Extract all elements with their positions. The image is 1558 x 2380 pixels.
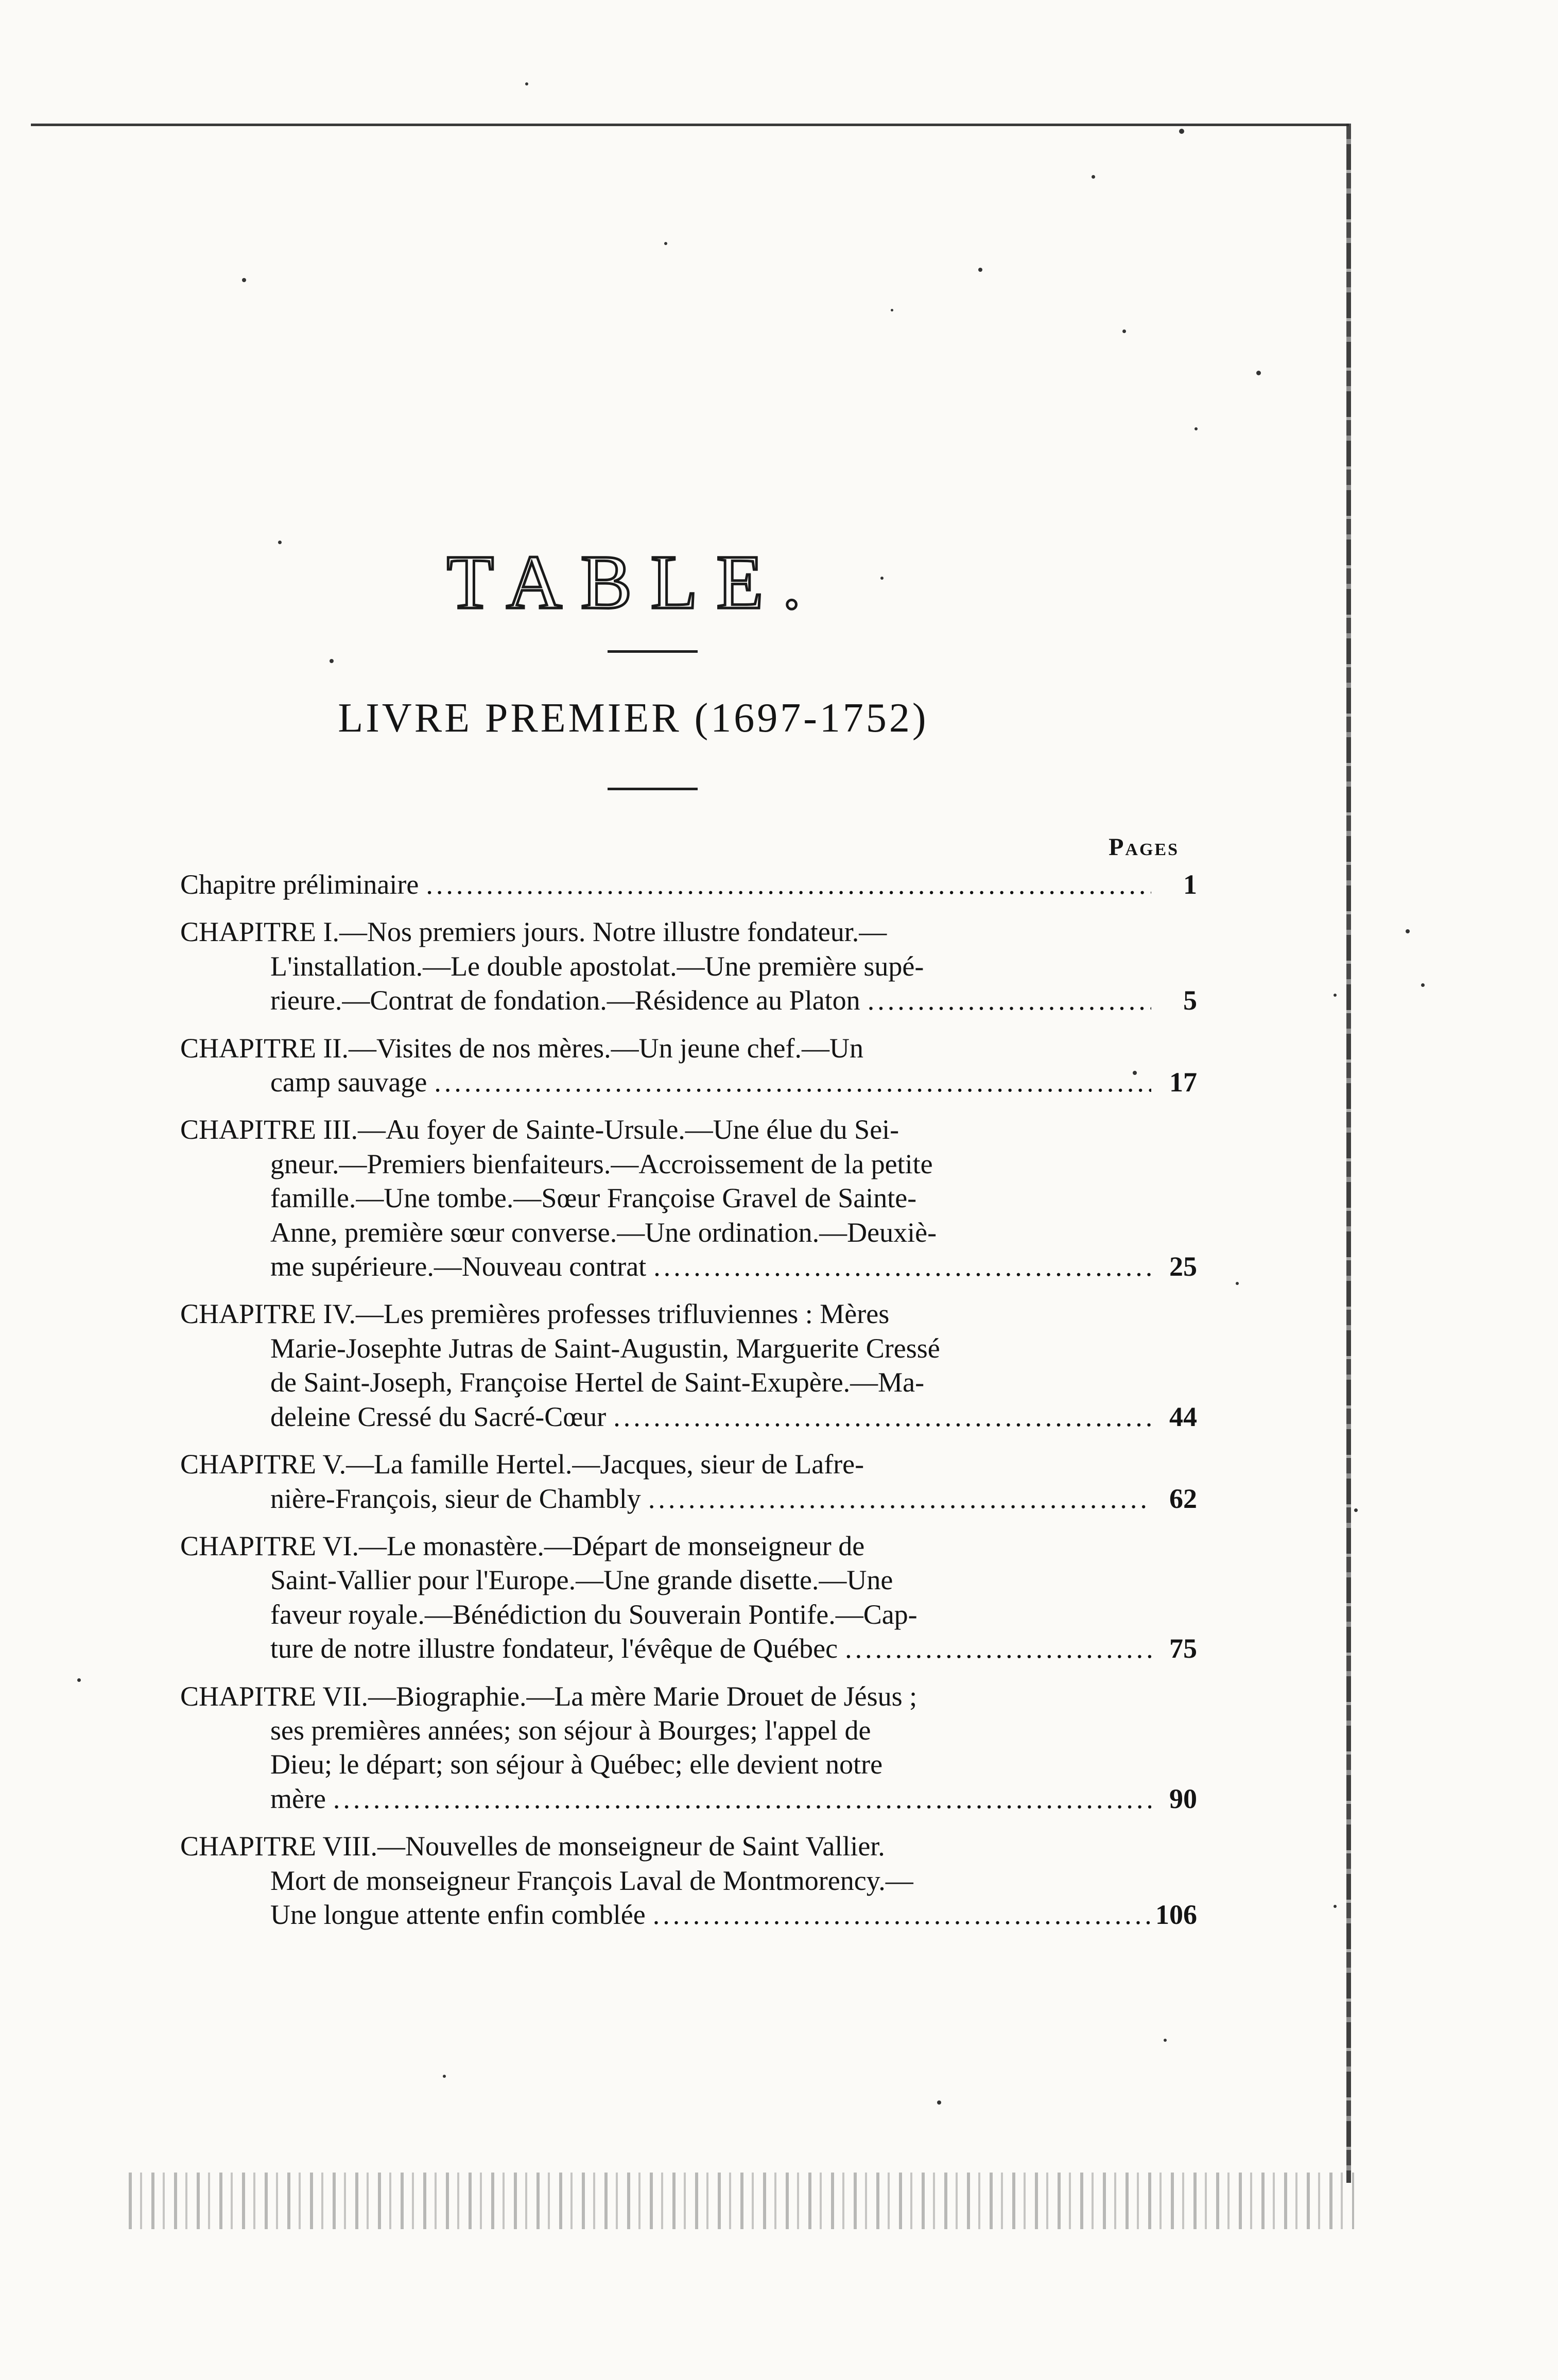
dot-leader bbox=[845, 1631, 1151, 1665]
paper-speck bbox=[443, 2075, 446, 2078]
toc-entry-text: Une longue attente enfin comblée bbox=[270, 1899, 646, 1930]
toc-entry-line bbox=[180, 1249, 1158, 1283]
paper-speck bbox=[978, 268, 982, 272]
toc-entry-line: Mort de monseigneur François Laval de Montmorency.— bbox=[270, 1865, 913, 1896]
toc-entry-line bbox=[180, 1400, 1158, 1434]
toc-page-number: 1 bbox=[1183, 869, 1197, 900]
paper-speck bbox=[1122, 329, 1126, 333]
dot-leader bbox=[333, 1782, 1151, 1816]
paper-speck bbox=[1421, 983, 1425, 987]
dot-leader bbox=[653, 1249, 1151, 1283]
dot-leader bbox=[648, 1482, 1151, 1516]
toc-entry-text: me supérieure.—Nouveau contrat bbox=[270, 1251, 647, 1282]
page-bottom-smudge bbox=[129, 2173, 1354, 2229]
page-edge-shadow bbox=[1346, 124, 1351, 2183]
dot-leader bbox=[613, 1400, 1151, 1434]
toc-entry-line: CHAPITRE IV.—Les premières professes trifluviennes : Mères bbox=[180, 1298, 890, 1330]
paper-speck bbox=[77, 1678, 81, 1682]
toc-entry-text: ture de notre illustre fondateur, l'évêque de Québec bbox=[270, 1633, 838, 1664]
toc-entry-line: Dieu; le départ; son séjour à Québec; elle devient notre bbox=[270, 1749, 883, 1780]
paper-speck bbox=[1334, 1905, 1337, 1908]
toc-entry bbox=[180, 1113, 1197, 1283]
toc-entry-line: CHAPITRE V.—La famille Hertel.—Jacques, sieur de Lafre- bbox=[180, 1449, 864, 1480]
toc-entry-line bbox=[180, 1782, 1158, 1816]
paper-speck bbox=[891, 309, 893, 311]
toc-entry bbox=[180, 1031, 1197, 1100]
toc-entry-line: CHAPITRE VIII.—Nouvelles de monseigneur de Saint Vallier. bbox=[180, 1831, 885, 1862]
toc-entry-line: ses premières années; son séjour à Bourges; l'appel de bbox=[270, 1714, 871, 1746]
toc-entry-line: famille.—Une tombe.—Sœur Françoise Gravel de Sainte- bbox=[270, 1183, 917, 1214]
toc-page-number: 75 bbox=[1169, 1633, 1197, 1664]
paper-speck bbox=[1092, 175, 1095, 179]
toc-entry-line bbox=[180, 1898, 1158, 1932]
page-title: TABLE. bbox=[446, 540, 820, 625]
toc-entry bbox=[180, 1529, 1197, 1666]
toc-entry-text: rieure.—Contrat de fondation.—Résidence au Platon bbox=[270, 985, 860, 1016]
toc-entry-line bbox=[180, 1631, 1158, 1665]
paper-speck bbox=[1236, 1282, 1239, 1285]
toc-entry-line: faveur royale.—Bénédiction du Souverain Pontife.—Cap- bbox=[270, 1599, 918, 1630]
toc-entry bbox=[180, 867, 1197, 901]
table-of-contents bbox=[180, 867, 1197, 1945]
toc-entry-text: camp sauvage bbox=[270, 1067, 427, 1098]
paper-speck bbox=[880, 577, 884, 580]
toc-entry-line: CHAPITRE VI.—Le monastère.—Départ de monseigneur de bbox=[180, 1530, 865, 1561]
toc-page-number: 62 bbox=[1169, 1483, 1197, 1514]
page-top-rule bbox=[31, 124, 1349, 126]
divider-rule bbox=[608, 788, 698, 790]
toc-page-number: 5 bbox=[1183, 985, 1197, 1016]
toc-entry-line: Saint-Vallier pour l'Europe.—Une grande disette.—Une bbox=[270, 1565, 893, 1596]
toc-entry-text: Chapitre préliminaire bbox=[180, 869, 419, 900]
toc-entry-line bbox=[180, 1065, 1158, 1099]
toc-entry-line: CHAPITRE I.—Nos premiers jours. Notre illustre fondateur.— bbox=[180, 916, 887, 948]
paper-speck bbox=[1195, 427, 1198, 430]
toc-page-number: 44 bbox=[1169, 1401, 1197, 1432]
toc-page-number: 90 bbox=[1169, 1783, 1197, 1814]
divider-rule bbox=[608, 650, 698, 653]
toc-entry-line: L'installation.—Le double apostolat.—Une première supé- bbox=[270, 950, 924, 982]
paper-speck bbox=[1179, 129, 1184, 134]
dot-leader bbox=[868, 983, 1151, 1017]
toc-entry-line bbox=[180, 1482, 1158, 1516]
toc-entry bbox=[180, 1829, 1197, 1932]
toc-page-number: 106 bbox=[1155, 1899, 1197, 1930]
toc-entry bbox=[180, 1447, 1197, 1516]
paper-speck bbox=[1133, 1071, 1137, 1075]
paper-speck bbox=[1256, 371, 1261, 375]
paper-speck bbox=[330, 659, 334, 663]
toc-entry bbox=[180, 1679, 1197, 1816]
toc-entry-line: Marie-Josephte Jutras de Saint-Augustin, Marguerite Cressé bbox=[270, 1332, 940, 1364]
toc-entry-line: CHAPITRE VII.—Biographie.—La mère Marie Drouet de Jésus ; bbox=[180, 1680, 918, 1712]
toc-entry-line: CHAPITRE II.—Visites de nos mères.—Un jeune chef.—Un bbox=[180, 1032, 864, 1064]
toc-page-number: 25 bbox=[1169, 1251, 1197, 1282]
paper-speck bbox=[242, 278, 246, 282]
toc-entry-line bbox=[180, 867, 1158, 901]
toc-entry-text: mère bbox=[270, 1783, 326, 1814]
toc-entry-text: nière-François, sieur de Chambly bbox=[270, 1483, 641, 1514]
paper-speck bbox=[1334, 994, 1337, 997]
dot-leader bbox=[653, 1898, 1151, 1932]
paper-speck bbox=[278, 541, 282, 544]
toc-entry-line: gneur.—Premiers bienfaiteurs.—Accroissement de la petite bbox=[270, 1148, 933, 1179]
toc-entry-line bbox=[180, 983, 1158, 1017]
toc-entry-text: deleine Cressé du Sacré-Cœur bbox=[270, 1401, 607, 1432]
toc-entry bbox=[180, 1297, 1197, 1434]
toc-entry-line: CHAPITRE III.—Au foyer de Sainte-Ursule.—Une élue du Sei- bbox=[180, 1114, 899, 1145]
paper-speck bbox=[1164, 2039, 1167, 2042]
toc-entry-line: Anne, première sœur converse.—Une ordination.—Deuxiè- bbox=[270, 1217, 937, 1248]
dot-leader bbox=[426, 867, 1151, 901]
toc-page-number: 17 bbox=[1169, 1067, 1197, 1098]
dot-leader bbox=[434, 1065, 1151, 1099]
paper-speck bbox=[937, 2100, 941, 2105]
paper-speck bbox=[1354, 1508, 1358, 1512]
paper-speck bbox=[1406, 929, 1410, 933]
book-heading: LIVRE PREMIER (1697-1752) bbox=[338, 696, 929, 741]
toc-entry-line: de Saint-Joseph, Françoise Hertel de Saint-Exupère.—Ma- bbox=[270, 1367, 925, 1398]
paper-speck bbox=[525, 82, 528, 85]
paper-speck bbox=[664, 242, 667, 245]
pages-column-header: Pages bbox=[1109, 833, 1179, 861]
toc-entry bbox=[180, 915, 1197, 1017]
